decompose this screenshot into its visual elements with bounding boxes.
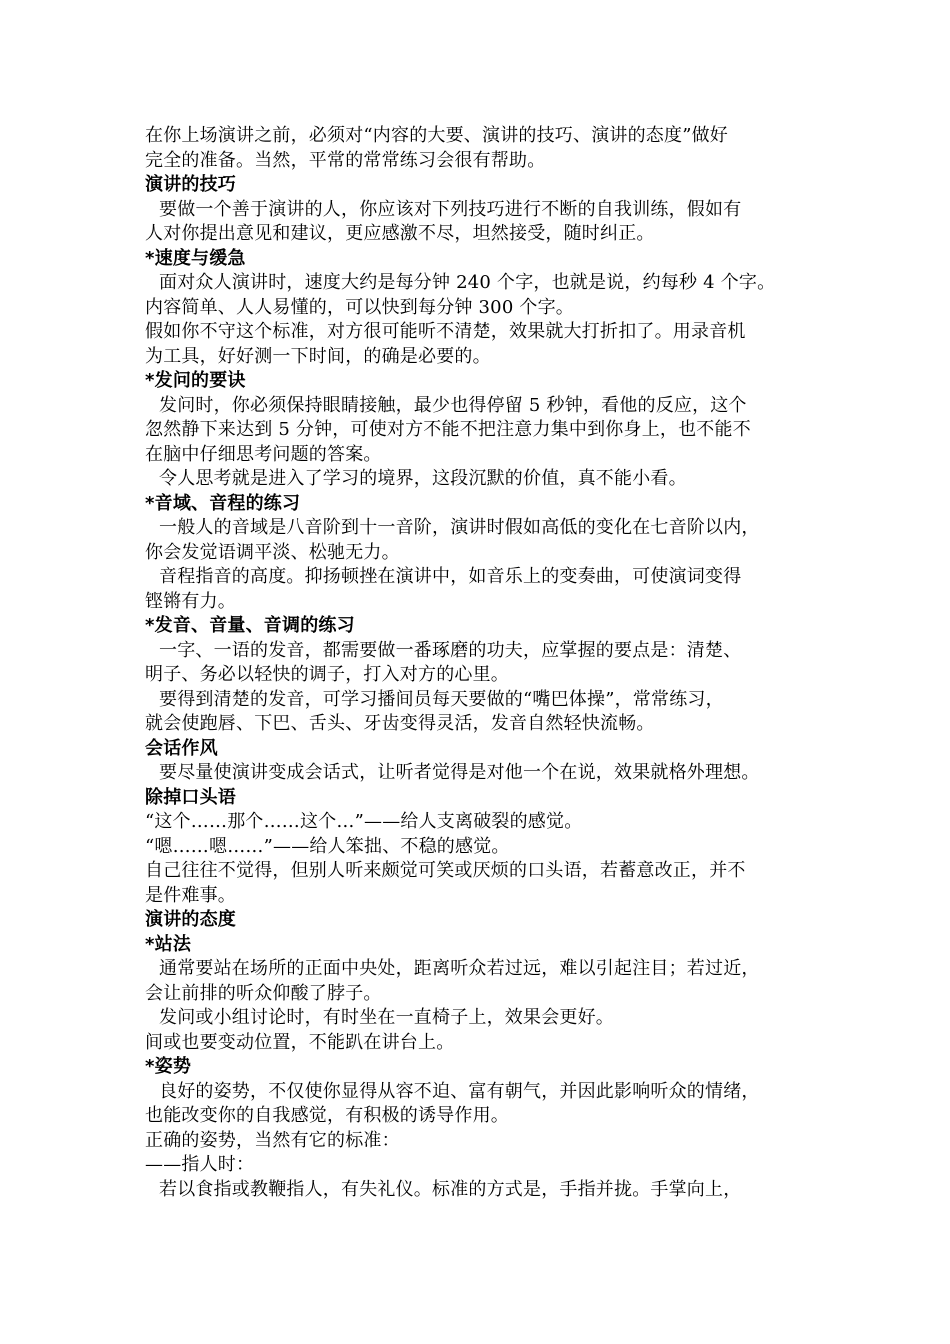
text-line: 人对你提出意见和建议，更应感激不尽，坦然接受，随时纠正。 xyxy=(145,223,655,244)
text-line: 在你上场演讲之前，必须对“内容的大要、演讲的技巧、演讲的态度”做好 xyxy=(145,125,729,146)
section-heading: 演讲的态度 xyxy=(145,909,236,930)
text-line: 是件难事。 xyxy=(145,884,236,906)
paragraph xyxy=(145,394,825,419)
text-line: 为工具，好好测一下时间，的确是必要的。 xyxy=(145,345,491,367)
paragraph xyxy=(145,124,825,173)
paragraph xyxy=(145,590,825,615)
section-heading: *音域、音程的练习 xyxy=(145,492,301,514)
text-line: 音程指音的高度。抑扬顿挫在演讲中，如音乐上的变奏曲，可使演词变得 xyxy=(159,566,742,587)
text-line: “嗯……嗯……”——给人笨拙、不稳的感觉。 xyxy=(145,835,510,857)
text-line: 要做一个善于演讲的人，你应该对下列技巧进行不断的自我训练，假如有 xyxy=(159,198,742,220)
text-line: 要尽量使演讲变成会话式，让听者觉得是对他一个在说，效果就格外理想。 xyxy=(159,762,760,783)
text-line: ——指人时： xyxy=(145,1154,255,1175)
text-line: 间或也要变动位置，不能趴在讲台上。 xyxy=(145,1031,455,1053)
text-line: 令人思考就是进入了学习的境界，这段沉默的价值，真不能小看。 xyxy=(159,468,687,489)
section-heading: *发问的要诀 xyxy=(145,370,246,391)
section-heading: 演讲的技巧 xyxy=(145,174,236,195)
text-line: 内容简单、人人易懂的，可以快到每分钟 300 个字。 xyxy=(145,296,574,318)
text-line: 也能改变你的自我感觉，有积极的诱导作用。 xyxy=(145,1105,509,1126)
paragraph xyxy=(145,516,825,541)
text-line: 若以食指或教鞭指人，有失礼仪。标准的方式是，手指并拢。手掌向上， xyxy=(159,1178,742,1200)
text-line: 良好的姿势，不仅使你显得从容不迫、富有朝气，并因此影响听众的情绪， xyxy=(159,1080,760,1102)
section-heading: *站法 xyxy=(145,933,192,955)
section-heading: 除掉口头语 xyxy=(145,786,236,808)
text-line: 忽然静下来达到 5 分钟，可使对方不能不把注意力集中到你身上，也不能不 xyxy=(145,419,751,440)
paragraph xyxy=(145,810,825,908)
text-line: 通常要站在场所的正面中央处，距离听众若过远，难以引起注目；若过近， xyxy=(159,958,760,979)
paragraph xyxy=(145,663,825,688)
text-line: “这个……那个……这个…”——给人支离破裂的感觉。 xyxy=(145,811,583,832)
text-line: 会让前排的听众仰酸了脖子。 xyxy=(145,982,382,1004)
text-line: 要得到清楚的发音，可学习播间员每天要做的“嘴巴体操”，常常练习， xyxy=(159,688,724,710)
text-line: 面对众人演讲时，速度大约是每分钟 240 个字，也就是说，约每秒 4 个字。 xyxy=(159,272,776,293)
paragraph xyxy=(145,957,825,982)
section-heading: *发音、音量、音调的练习 xyxy=(145,615,355,636)
paragraph xyxy=(145,467,825,492)
section-heading: 会话作风 xyxy=(145,737,218,759)
paragraph xyxy=(145,296,825,370)
paragraph xyxy=(145,565,825,590)
paragraph xyxy=(145,688,825,713)
document-page xyxy=(145,124,825,1202)
text-line: 发问或小组讨论时，有时坐在一直椅子上，效果会更好。 xyxy=(159,1007,614,1028)
paragraph xyxy=(145,1080,825,1105)
text-line: 完全的准备。当然，平常的常常练习会很有帮助。 xyxy=(145,149,546,171)
text-line: 发问时，你必须保持眼睛接触，最少也得停留 5 秒钟，看他的反应，这个 xyxy=(159,394,747,416)
paragraph xyxy=(145,1178,825,1203)
paragraph xyxy=(145,222,825,247)
section-heading: *速度与缓急 xyxy=(145,247,246,269)
paragraph xyxy=(145,271,825,296)
text-line: 你会发觉语调平淡、松驰无力。 xyxy=(145,541,400,563)
paragraph xyxy=(145,418,825,467)
paragraph xyxy=(145,541,825,566)
paragraph xyxy=(145,1031,825,1056)
section-heading: *姿势 xyxy=(145,1056,192,1077)
text-line: 假如你不守这个标准，对方很可能听不清楚，效果就大打折扣了。用录音机 xyxy=(145,321,746,342)
paragraph xyxy=(145,198,825,223)
text-line: 一般人的音域是八音阶到十一音阶，演讲时假如高低的变化在七音阶以内， xyxy=(159,517,760,538)
paragraph xyxy=(145,982,825,1007)
paragraph xyxy=(145,1104,825,1178)
text-line: 正确的姿势，当然有它的标准： xyxy=(145,1129,400,1151)
text-line: 铿锵有力。 xyxy=(145,590,236,612)
paragraph xyxy=(145,1006,825,1031)
text-line: 明子、务必以轻快的调子，打入对方的心里。 xyxy=(145,664,509,685)
paragraph xyxy=(145,639,825,664)
text-line: 就会使跑唇、下巴、舌头、牙齿变得灵活，发音自然轻快流畅。 xyxy=(145,713,655,734)
text-line: 自己往往不觉得，但别人听来颇觉可笑或厌烦的口头语，若蓄意改正，并不 xyxy=(145,860,746,881)
paragraph xyxy=(145,761,825,786)
text-line: 在脑中仔细思考问题的答案。 xyxy=(145,443,382,465)
text-line: 一字、一语的发音，都需要做一番琢磨的功夫，应掌握的要点是：清楚、 xyxy=(159,639,742,661)
paragraph xyxy=(145,712,825,737)
